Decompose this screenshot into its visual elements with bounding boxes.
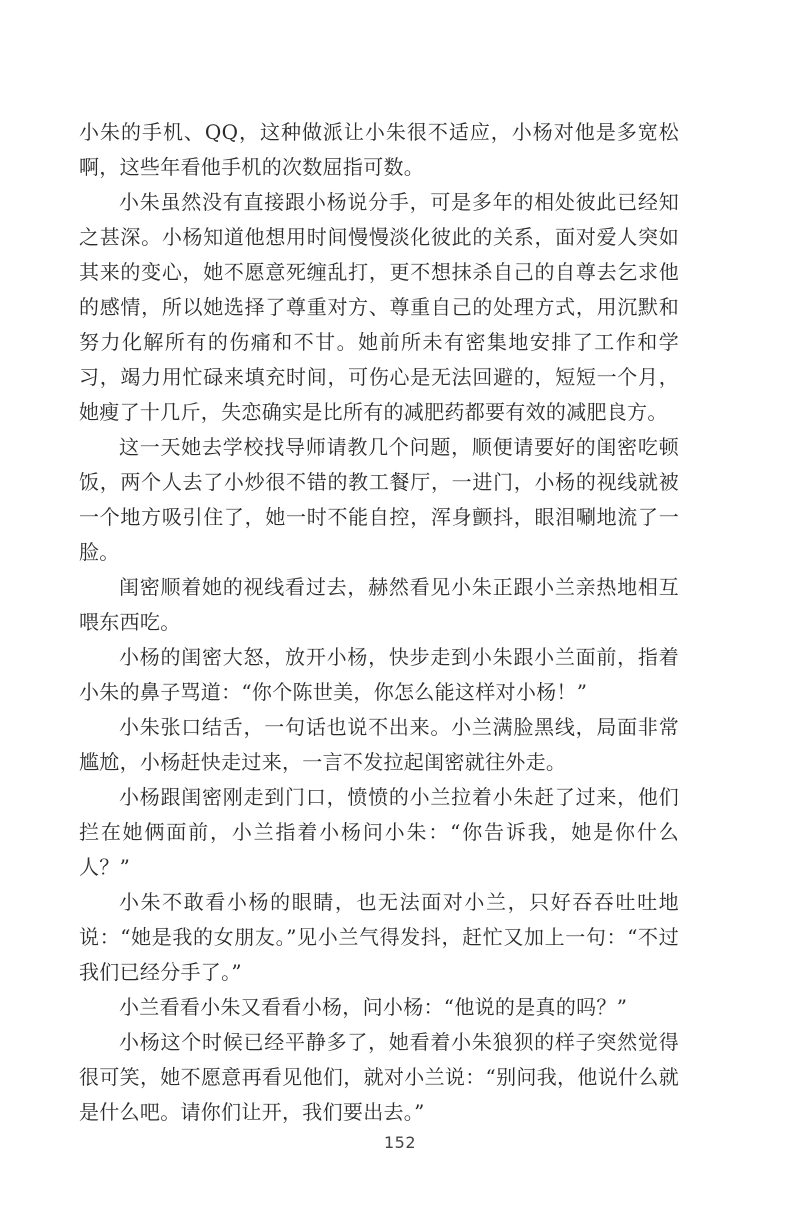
paragraph-6: 小朱张口结舌，一句话也说不出来。小兰满脸黑线，局面非常尴尬，小杨赶快走过来，一言不发拉起闺密就往外走。 bbox=[79, 715, 679, 774]
paragraph-8: 小朱不敢看小杨的眼睛，也无法面对小兰，只好吞吞吐吐地说：“她是我的女朋友。”见小兰气得发抖，赶忙又加上一句：“不过我们已经分手了。” bbox=[79, 890, 679, 984]
paragraph-2: 小朱虽然没有直接跟小杨说分手，可是多年的相处彼此已经知之甚深。小杨知道他想用时间慢慢淡化彼此的关系，面对爱人突如其来的变心，她不愿意死缠乱打，更不想抹杀自己的自尊去乞求他的感情，所以她选择了尊重对方、尊重自己的处理方式，用沉默和努力化解所有的伤痛和不甘。她前所未有密集地安排了工作和学习，竭力用忙碌来填充时间，可伤心是无法回避的，短短一个月，她瘦了十几斤，失恋确实是比所有的减肥药都要有效的减肥良方。 bbox=[79, 190, 679, 424]
body-text bbox=[79, 115, 679, 1130]
paragraph-3: 这一天她去学校找导师请教几个问题，顺便请要好的闺密吃顿饭，两个人去了小炒很不错的教工餐厅，一进门，小杨的视线就被一个地方吸引住了，她一时不能自控，浑身颤抖，眼泪唰地流了一脸。 bbox=[79, 435, 679, 564]
paragraph-9: 小兰看看小朱又看看小杨，问小杨：“他说的是真的吗？” bbox=[119, 995, 628, 1019]
paragraph-1: 小朱的手机、QQ，这种做派让小朱很不适应，小杨对他是多宽松啊，这些年看他手机的次数屈指可数。 bbox=[79, 120, 679, 179]
page-number: 152 bbox=[383, 1133, 417, 1152]
paragraph-5: 小杨的闺密大怒，放开小杨，快步走到小朱跟小兰面前，指着小朱的鼻子骂道：“你个陈世美，你怎么能这样对小杨！” bbox=[79, 645, 679, 704]
paragraph-7: 小杨跟闺密刚走到门口，愤愤的小兰拉着小朱赶了过来，他们拦在她俩面前，小兰指着小杨问小朱：“你告诉我，她是你什么人？” bbox=[79, 785, 679, 879]
paragraph-10: 小杨这个时候已经平静多了，她看着小朱狼狈的样子突然觉得很可笑，她不愿意再看见他们，就对小兰说：“别问我，他说什么就是什么吧。请你们让开，我们要出去。” bbox=[79, 1030, 679, 1124]
paragraph-4: 闺密顺着她的视线看过去，赫然看见小朱正跟小兰亲热地相互喂东西吃。 bbox=[79, 575, 679, 634]
